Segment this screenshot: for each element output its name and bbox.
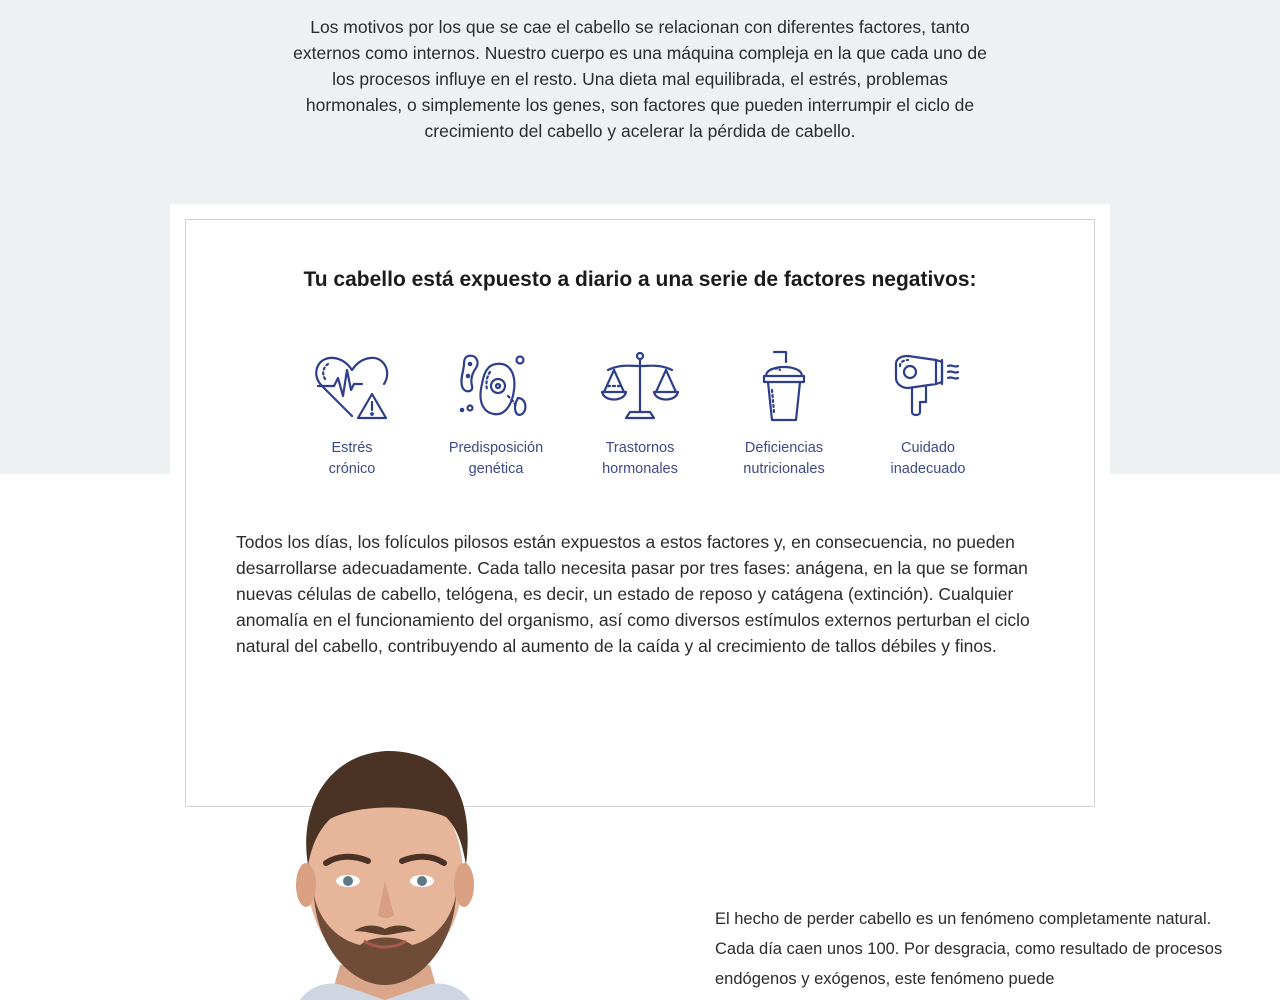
- factor-label: Deficiencias nutricionales: [743, 440, 825, 477]
- factor-item-estres: [280, 350, 424, 480]
- factor-item-genetica: [424, 350, 568, 480]
- factor-label: Predisposición genética: [448, 440, 544, 477]
- cells-icon: [424, 350, 568, 422]
- factor-label: Estrés crónico: [328, 440, 376, 477]
- factor-label: Trastornos hormonales: [602, 440, 678, 477]
- factor-label: Cuidado inadecuado: [890, 440, 966, 477]
- intro-paragraph: Los motivos por los que se cae el cabello se relacionan con diferentes factores, tanto externos como internos. Nuestro cuerpo es una máquina compleja en la que cada uno de los procesos influye en el resto. Una dieta mal equilibrada, el estrés, problemas hormonales, o simplemente los genes, son factores que pueden interrumpir el ciclo de crecimiento del cabello y acelerar la pérdida de cabello.: [293, 17, 987, 141]
- factors-row: [280, 350, 1000, 490]
- side-paragraph: El hecho de perder cabello es un fenómeno completamente natural. Cada día caen unos 100. Por desgracia, como resultado de procesos endógenos y exógenos, este fenómeno puede: [715, 910, 1223, 988]
- factors-card: [185, 219, 1095, 807]
- man-portrait-image: [280, 745, 490, 1000]
- hairdryer-icon: [856, 350, 1000, 422]
- cup-icon: [712, 350, 856, 422]
- factor-item-nutricionales: [712, 350, 856, 480]
- card-title: Tu cabello está expuesto a diario a una serie de factores negativos:: [303, 268, 977, 291]
- factor-item-cuidado: [856, 350, 1000, 480]
- scale-icon: [568, 350, 712, 422]
- factor-item-hormonales: [568, 350, 712, 480]
- card-body-paragraph: Todos los días, los folículos pilosos están expuestos a estos factores y, en consecuencia, no pueden desarrollarse adecuadamente. Cada tallo necesita pasar por tres fases: anágena, en la que se forman nuevas células de cabello, telógena, es decir, un estado de reposo y catágena (extinción). Cualquier anomalía en el funcionamiento del organismo, así como diversos estímulos externos perturban el ciclo natural del cabello, contribuyendo al aumento de la caída y al crecimiento de tallos débiles y finos.: [236, 532, 1030, 656]
- heart-warning-icon: [280, 350, 424, 422]
